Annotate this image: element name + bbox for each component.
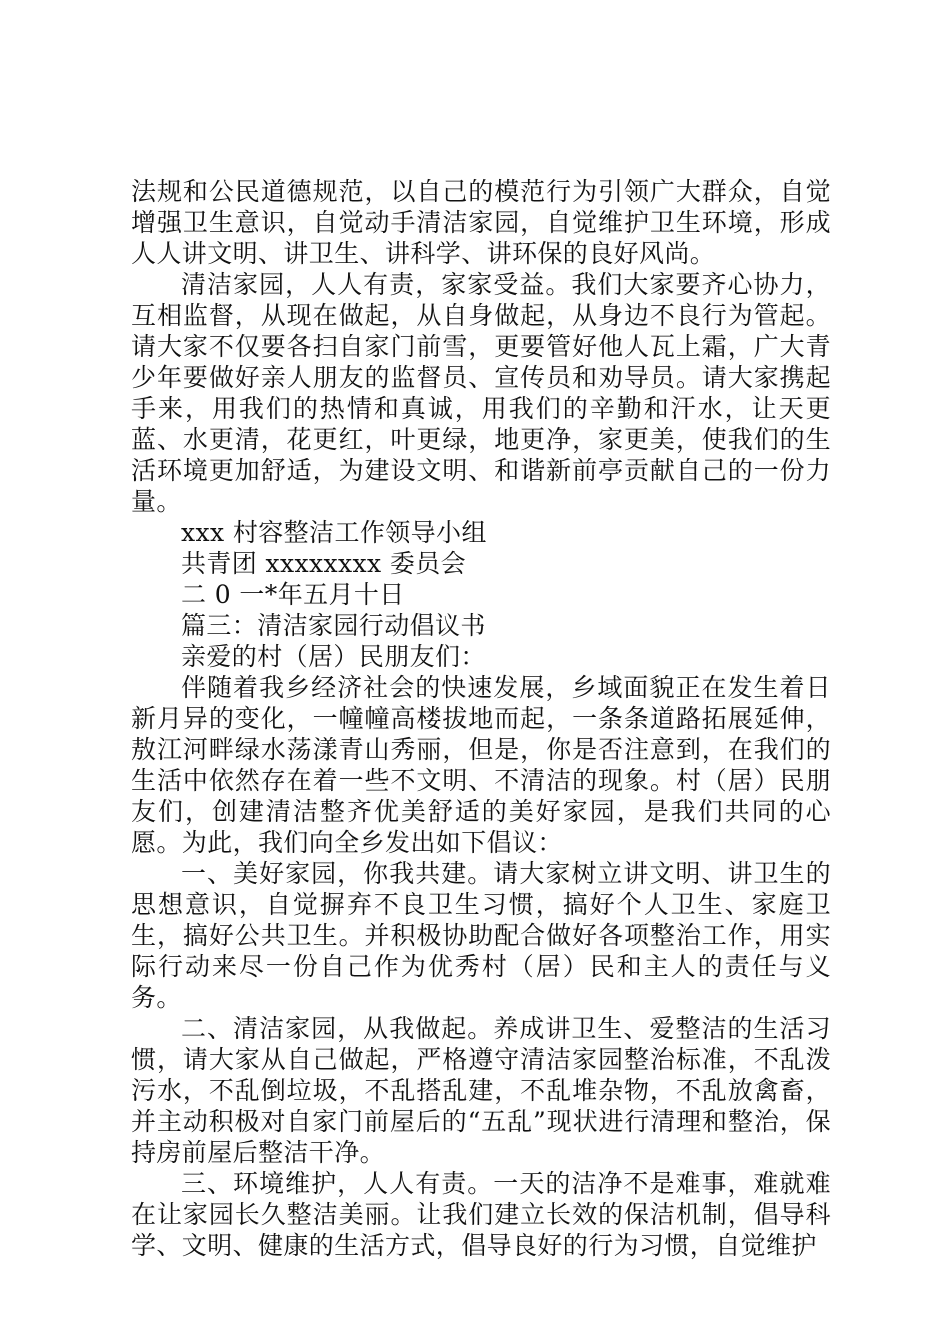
signature-date: 二 0 一*年五月十日 [181, 580, 405, 609]
section-heading: 篇三：清洁家园行动倡议书 [181, 611, 486, 640]
signature-youth-league: 共青团 xxxxxxxx 委员会 [181, 549, 467, 578]
paragraph-point-two: 二、清洁家园，从我做起。养成讲卫生、爱整洁的生活习惯，请大家从自己做起，严格遵守清洁家园整治标准，不乱泼污水，不乱倒垃圾，不乱搭乱建，不乱堆杂物，不乱放禽畜，并主动积极对自家门前屋后的“五乱”现状进行清理和整治，保持房前屋后整洁干净。 [131, 1014, 831, 1167]
signature-village-group: xxx 村容整洁工作领导小组 [181, 518, 487, 547]
paragraph-point-one: 一、美好家园，你我共建。请大家树立讲文明、讲卫生的思想意识，自觉摒弃不良卫生习惯，搞好个人卫生、家庭卫生，搞好公共卫生。并积极协助配合做好各项整治工作，用实际行动来尽一份自己作为优秀村（居）民和主人的责任与义务。 [131, 859, 831, 1012]
paragraph-intro: 伴随着我乡经济社会的快速发展，乡域面貌正在发生着日新月异的变化，一幢幢高楼拔地而起，一条条道路拓展延伸，敖江河畔绿水荡漾青山秀丽，但是，你是否注意到，在我们的生活中依然存在着一些不文明、不清洁的现象。村（居）民朋友们，创建清洁整齐优美舒适的美好家园，是我们共同的心愿。为此，我们向全乡发出如下倡议： [131, 673, 831, 857]
paragraph-clean-home-responsibility: 清洁家园，人人有责，家家受益。我们大家要齐心协力，互相监督，从现在做起，从自身做起，从身边不良行为管起。请大家不仅要各扫自家门前雪，更要管好他人瓦上霜，广大青少年要做好亲人朋友的监督员、宣传员和劝导员。请大家携起手来，用我们的热情和真诚，用我们的辛勤和汗水，让天更蓝、水更清，花更红，叶更绿，地更净，家更美，使我们的生活环境更加舒适，为建设文明、和谐新前亭贡献自己的一份力量。 [131, 270, 831, 516]
paragraph-continuation: 法规和公民道德规范，以自己的模范行为引领广大群众，自觉增强卫生意识，自觉动手清洁家园，自觉维护卫生环境，形成人人讲文明、讲卫生、讲科学、讲环保的良好风尚。 [131, 177, 831, 268]
document-body [131, 176, 831, 1261]
paragraph-point-three: 三、环境维护，人人有责。一天的洁净不是难事，难就难在让家园长久整洁美丽。让我们建立长效的保洁机制，倡导科学、文明、健康的生活方式，倡导良好的行为习惯，自觉维护 [131, 1169, 831, 1260]
salutation: 亲爱的村（居）民朋友们： [181, 642, 486, 671]
